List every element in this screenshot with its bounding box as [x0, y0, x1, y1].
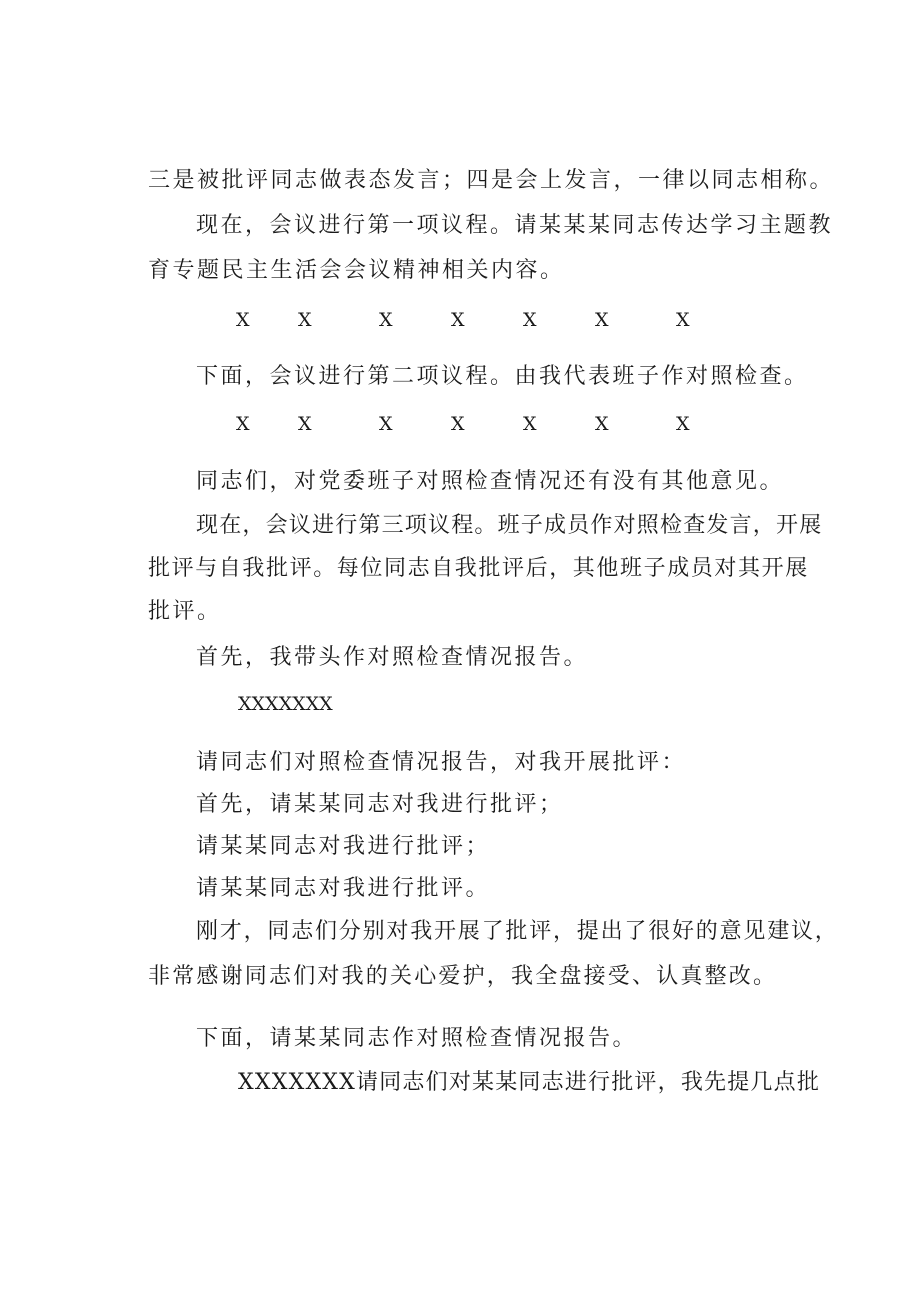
text-line: 下面，会议进行第二项议程。由我代表班子作对照检查。	[196, 364, 809, 389]
text-line: 三是被批评同志做表态发言；四是会上发言，一律以同志相称。	[148, 168, 835, 193]
text-line: 现在，会议进行第三项议程。班子成员作对照检查发言，开展	[196, 513, 823, 538]
text-line: 非常感谢同志们对我的关心爱护，我全盘接受、认真整改。	[148, 964, 778, 989]
text-line: 请同志们对照检查情况报告，对我开展批评：	[196, 750, 687, 775]
text-line: 同志们，对党委班子对照检查情况还有没有其他意见。	[196, 469, 785, 494]
placeholder-x: X	[236, 309, 250, 331]
placeholder-x: X	[676, 413, 690, 435]
placeholder-x: X	[236, 413, 250, 435]
text-line: XXXXXXX请同志们对某某同志进行批评，我先提几点批	[238, 1070, 821, 1095]
placeholder-x: X	[379, 309, 393, 331]
text-line: 首先，请某某同志对我进行批评；	[196, 792, 564, 817]
placeholder-x: X	[523, 309, 537, 331]
placeholder-x: X	[298, 309, 312, 331]
placeholder-x: X	[451, 413, 465, 435]
placeholder-x: X	[523, 413, 537, 435]
placeholder-x-row	[0, 305, 920, 335]
text-line: 首先，我带头作对照检查情况报告。	[196, 645, 589, 670]
placeholder-x: X	[676, 309, 690, 331]
placeholder-x: X	[595, 309, 609, 331]
text-line: 下面，请某某同志作对照检查情况报告。	[196, 1026, 638, 1051]
text-line: 批评。	[148, 599, 222, 624]
placeholder-x: X	[298, 413, 312, 435]
placeholder-x: X	[451, 309, 465, 331]
placeholder-x: X	[379, 413, 393, 435]
text-line: 批评与自我批评。每位同志自我批评后，其他班子成员对其开展	[148, 556, 809, 581]
text-line: 刚才，同志们分别对我开展了批评，提出了很好的意见建议，	[196, 919, 839, 944]
placeholder-x: X	[595, 413, 609, 435]
placeholder-text: XXXXXXX	[238, 693, 333, 715]
text-line: 请某某同志对我进行批评。	[196, 876, 491, 901]
text-line: 请某某同志对我进行批评；	[196, 834, 491, 859]
placeholder-x-row	[0, 409, 920, 439]
text-line: 现在，会议进行第一项议程。请某某某同志传达学习主题教	[196, 213, 834, 238]
text-line: 育专题民主生活会会议精神相关内容。	[148, 258, 565, 283]
